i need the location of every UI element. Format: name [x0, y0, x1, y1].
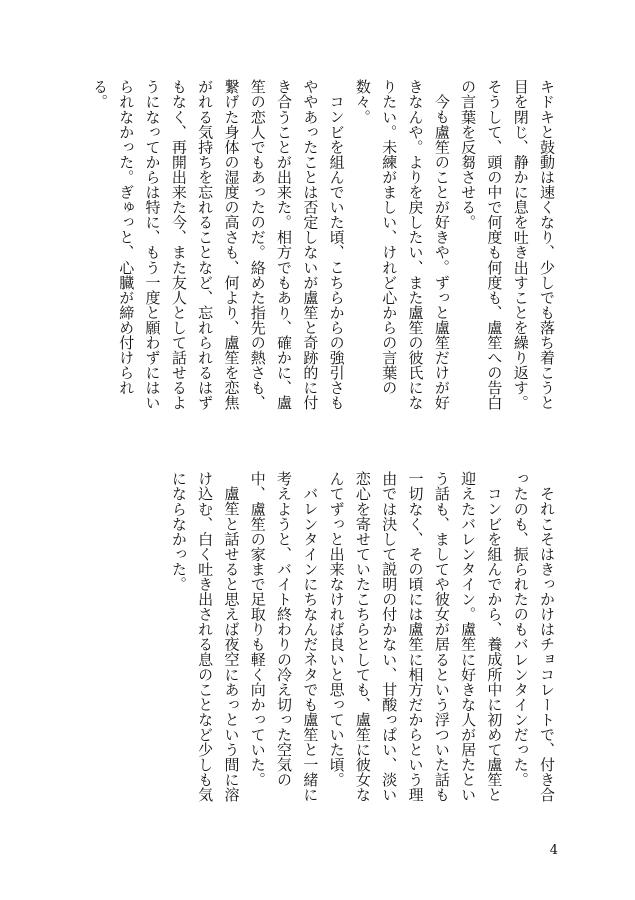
paragraph: 盧笙と話せると思えば夜空にあっという間に溶け込む、白く吐き出される息のことなど少しも気にならなかった。 [169, 471, 241, 803]
upper-text-block [90, 79, 560, 417]
page-number: 4 [549, 843, 558, 858]
lower-text-block [130, 471, 560, 809]
paragraph: キドキと鼓動は速くなり、少しでも落ち着こうと目を閉じ、静かに息を吐き出すことを繰り返す。そうして、頭の中で何度も何度も、盧笙への告白の言葉を反芻させる。 [459, 79, 556, 411]
paragraph: 今も盧笙のことが好きや。ずっと盧笙だけが好きなんや。よりを戻したい、また盧笙の彼氏になりたい。未練がましい、けれど心からの言葉の数々。 [353, 79, 451, 411]
paragraph: コンビを組んでから、養成所中に初めて盧笙と迎えたバレンタイン。盧笙に好きな人が居たという話も、ましてや彼女が居るという浮ついた話も一切なく、その頃には盧笙に相方だからという理由では決して説明の付かない、甘酸っぱい、淡い恋心を寄せていたこちらとしても、盧笙に彼女なんてずっと出来なければ良いと思っていた頃。 [327, 471, 504, 803]
paragraph: バレンタインにちなんだネタでも盧笙と一緒に考えようと、バイト終わりの冷え切った空気の中、盧笙の家まで足取りも軽く向かっていた。 [248, 471, 320, 803]
paragraph: それこそはきっかけはチョコレートで、付き合ったのも、振られたのもバレンタインだった。 [511, 471, 556, 803]
paragraph: コンビを組んでいた頃、こちらからの強引さもややあったことは否定しないが盧笙と奇跡的に付き合うことが出来た。相方でもあり、確かに、盧笙の恋人でもあったのだ。絡めた指先の熱さも、繋げた身体の湿度の高さも、何より、盧笙を恋焦がれる気持ちを忘れることなど、忘れられるはずもなく、再開出来た今、また友人として話せるようになってからは特に、もう一度と願わずにはいられなかった。ぎゅっと、心臓が締め付けられる。 [90, 79, 346, 411]
